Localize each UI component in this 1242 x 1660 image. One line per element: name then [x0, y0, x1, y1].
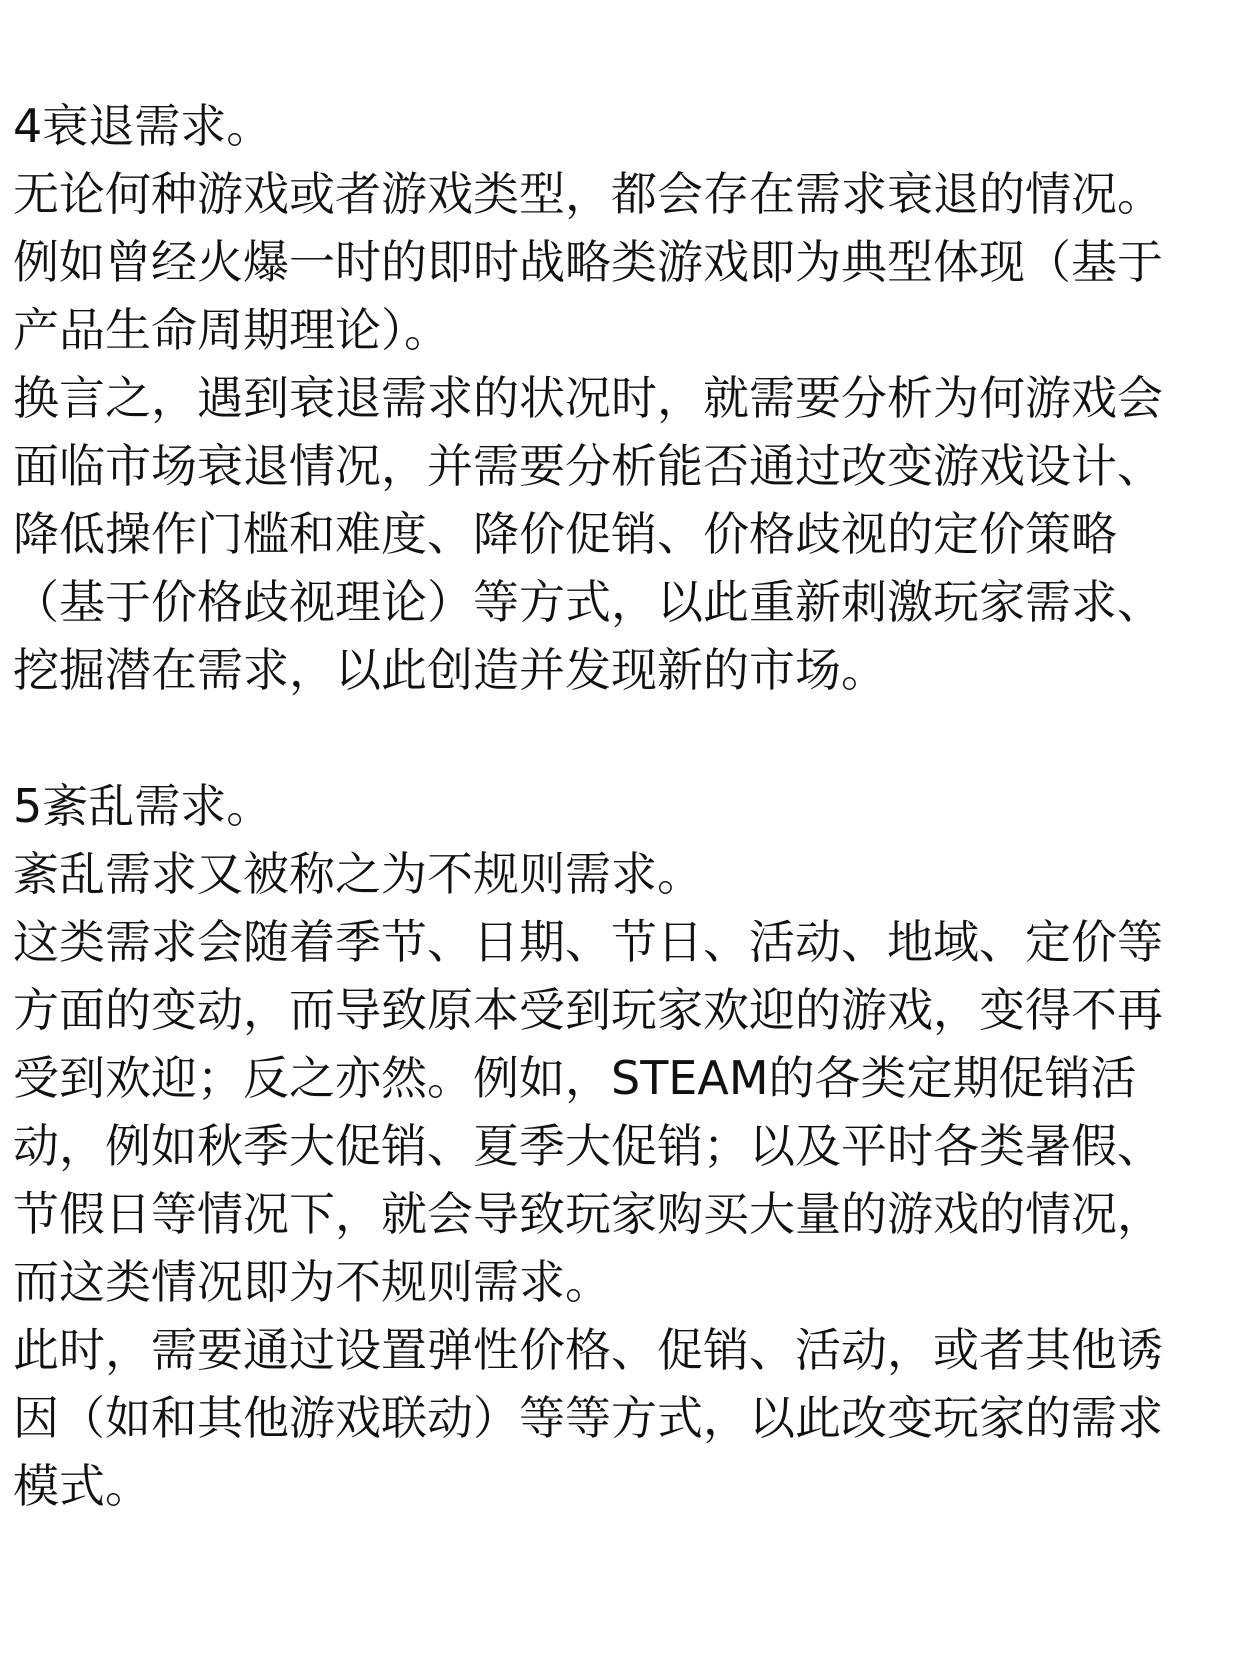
paragraph-line: 而这类情况即为不规则需求。 — [13, 1255, 611, 1309]
section-title: 5紊乱需求。 — [13, 779, 273, 833]
paragraph-line: 节假日等情况下，就会导致玩家购买大量的游戏的情况， — [13, 1187, 1163, 1241]
paragraph-line: 模式。 — [13, 1459, 151, 1513]
paragraph-line: 因（如和其他游戏联动）等等方式，以此改变玩家的需求 — [13, 1391, 1163, 1445]
paragraph-line: 面临市场衰退情况，并需要分析能否通过改变游戏设计、 — [13, 439, 1163, 493]
paragraph-line: 紊乱需求又被称之为不规则需求。 — [13, 847, 703, 901]
paragraph-line: 无论何种游戏或者游戏类型，都会存在需求衰退的情况。 — [13, 167, 1163, 221]
paragraph-line: （基于价格歧视理论）等方式，以此重新刺激玩家需求、 — [13, 575, 1163, 629]
paragraph-line: 降低操作门槛和难度、降价促销、价格歧视的定价策略 — [13, 507, 1117, 561]
paragraph-line: 换言之，遇到衰退需求的状况时，就需要分析为何游戏会 — [13, 371, 1163, 425]
paragraph-line: 这类需求会随着季节、日期、节日、活动、地域、定价等 — [13, 915, 1163, 969]
paragraph-line: 动，例如秋季大促销、夏季大促销；以及平时各类暑假、 — [13, 1119, 1163, 1173]
paragraph-line: 挖掘潜在需求，以此创造并发现新的市场。 — [13, 643, 887, 697]
section-gap — [13, 704, 1238, 772]
article-body — [13, 92, 1238, 1520]
paragraph-line: 方面的变动，而导致原本受到玩家欢迎的游戏，变得不再 — [13, 983, 1163, 1037]
paragraph-line: 受到欢迎；反之亦然。例如，STEAM的各类定期促销活 — [13, 1051, 1137, 1105]
paragraph-line: 此时，需要通过设置弹性价格、促销、活动，或者其他诱 — [13, 1323, 1163, 1377]
paragraph-line: 例如曾经火爆一时的即时战略类游戏即为典型体现（基于 — [13, 235, 1163, 289]
section-title: 4衰退需求。 — [13, 99, 273, 153]
paragraph-line: 产品生命周期理论）。 — [13, 303, 450, 357]
